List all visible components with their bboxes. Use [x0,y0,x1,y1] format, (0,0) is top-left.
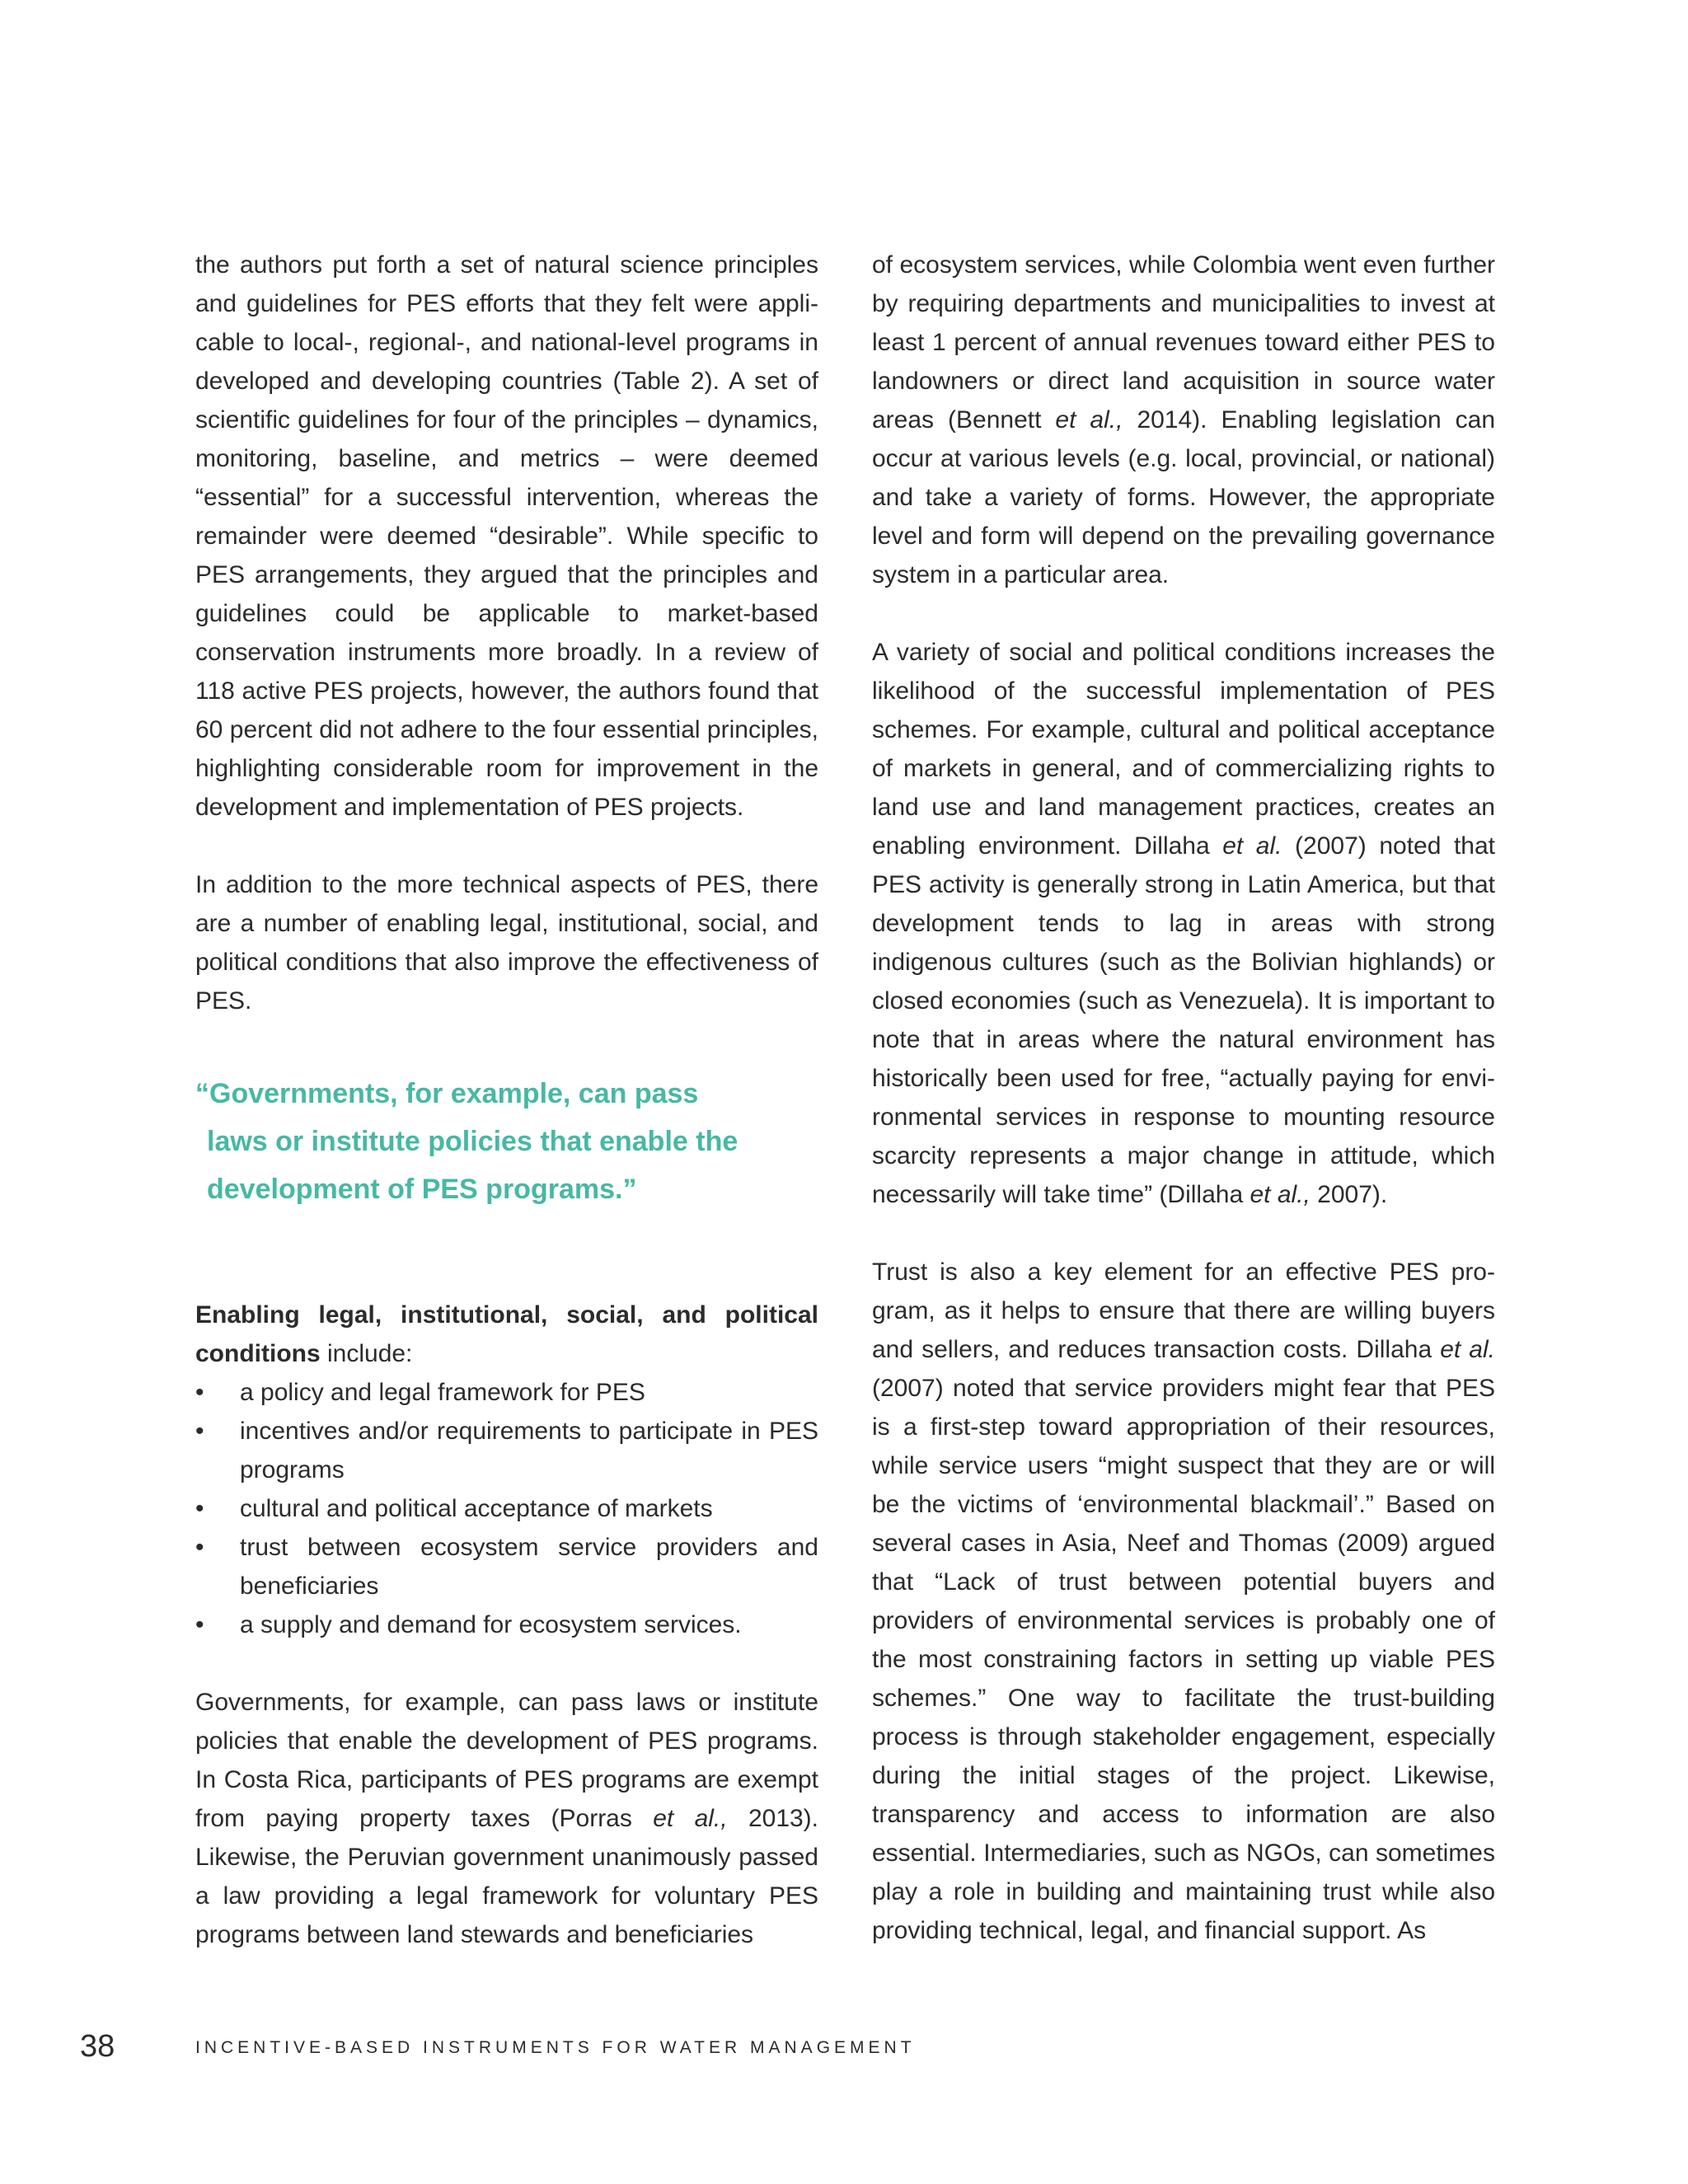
paragraph: In addition to the more technical aspects of PES, there are a number of enabling legal, institutional, social, and political conditions that also improve the effectiveness of PES. [195,871,818,1015]
text-run: A variety of social and political conditions increases the likelihood of the successful implementation of PES schemes. For example, cultural and political acceptance of markets in general, and of commercializing rights to land use and land management practices, creates an enabling environment. Dillaha [872,639,1495,860]
list-lead-heading: Enabling legal, institutional, social, and political conditions [195,1301,818,1367]
text-run: Governments, for example, can pass laws or institute policies that enable the development of PES programs. In Costa Rica, participants of PES programs are exempt from paying property taxes (Porras [195,1689,818,1832]
list-item: • trust between ecosystem service providers and beneficiaries [195,1528,818,1605]
paragraph [872,633,1495,1214]
paragraph [872,246,1495,594]
text-run: Trust is also a key element for an effective PES program, as it helps to ensure that there are willing buyers and sellers, and reduces transaction costs. Dillaha [872,1258,1495,1363]
conditions-list [195,1373,818,1644]
running-title: INCENTIVE-BASED INSTRUMENTS FOR WATER MANAGEMENT [195,2038,916,2057]
text-run: (2007) noted that PES activity is generally strong in Latin America, but that development tends to lag in areas with strong indigenous cultures (such as the Bolivian highlands) or closed economies (such as Venezuela). It is important to note that in areas where the natural environment has historically been used for free, “actually paying for environmental services in response to mounting resource scarcity represents a major change in attitude, which necessarily will take time” (Dillaha [872,832,1495,1208]
list-lead [195,1296,818,1373]
citation-italic: et al., [1055,406,1123,434]
pull-quote-line: development of PES programs.” [207,1174,637,1205]
text-run: of ecosystem services, while Colombia went even further by requiring departments and municipalities to invest at least 1 percent of annual revenues toward either PES to landowners or direct land acquisition in source water areas (Bennett [872,251,1495,434]
list-item: • cultural and political acceptance of markets [195,1489,818,1528]
text-run: 2013). Likewise, the Peruvian government unanimously passed a law providing a legal framework for voluntary PES programs between land stewards and beneficiaries [195,1805,819,1948]
text-run: 2014). Enabling legislation can occur at various levels (e.g. local, provincial, or national) and take a variety of forms. However, the appropriate level and form will depend on the prevailing governance system in a particular area. [872,406,1496,588]
text-run: (2007) noted that service providers might fear that PES is a first-step toward appropriation of their resources, while service users “might suspect that they are or will be the victims of ‘environmental blackmail’.” Based on several cases in Asia, Neef and Thomas (2009) argued that “Lack of trust between potential buyers and providers of environmental services is probably one of the most constraining factors in setting up viable PES schemes.” One way to facilitate the trust-building process is through stakeholder engagement, especially during the initial stages of the project. Likewise, transparency and access to information are also essential. Intermediaries, such as NGOs, can sometimes play a role in building and maintaining trust while also providing technical, legal, and financial support. As [872,1375,1495,1944]
left-column [195,246,818,1954]
right-column [872,246,1495,1950]
citation-italic: et al., [1250,1181,1311,1208]
list-item: • incentives and/or requirements to participate in PES programs [195,1412,818,1489]
list-lead-text: include: [320,1340,413,1367]
citation-italic: et al. [1222,832,1282,860]
pull-quote-line: laws or institute policies that enable the [207,1126,738,1157]
paragraph [195,1683,818,1954]
citation-italic: et al., [653,1805,728,1832]
text-run: 2007). [1310,1181,1388,1208]
citation-italic: et al. [1440,1336,1495,1363]
list-item: • a supply and demand for ecosystem services. [195,1605,818,1644]
paragraph: the authors put forth a set of natural science principles and guidelines for PES efforts that they felt were applicable to local-, regional-, and national-level programs in developed and developing countries (Table 2). A set of scientific guidelines for four of the principles – dynamics, monitoring, baseline, and metrics – were deemed “essential” for a successful intervention, whereas the remainder were deemed “desirable”. While specific to PES arrangements, they argued that the principles and guidelines could be applicable to market-based conservation instruments more broadly. In a review of 118 active PES projects, however, the authors found that 60 percent did not adhere to the four essential principles, highlighting considerable room for improvement in the development and implementation of PES projects. [195,251,818,821]
pull-quote-line: “Governments, for example, can pass [195,1078,699,1109]
page-number: 38 [80,2029,115,2064]
paragraph [872,1253,1495,1950]
pull-quote [195,1070,818,1213]
list-item: • a policy and legal framework for PES [195,1373,818,1412]
